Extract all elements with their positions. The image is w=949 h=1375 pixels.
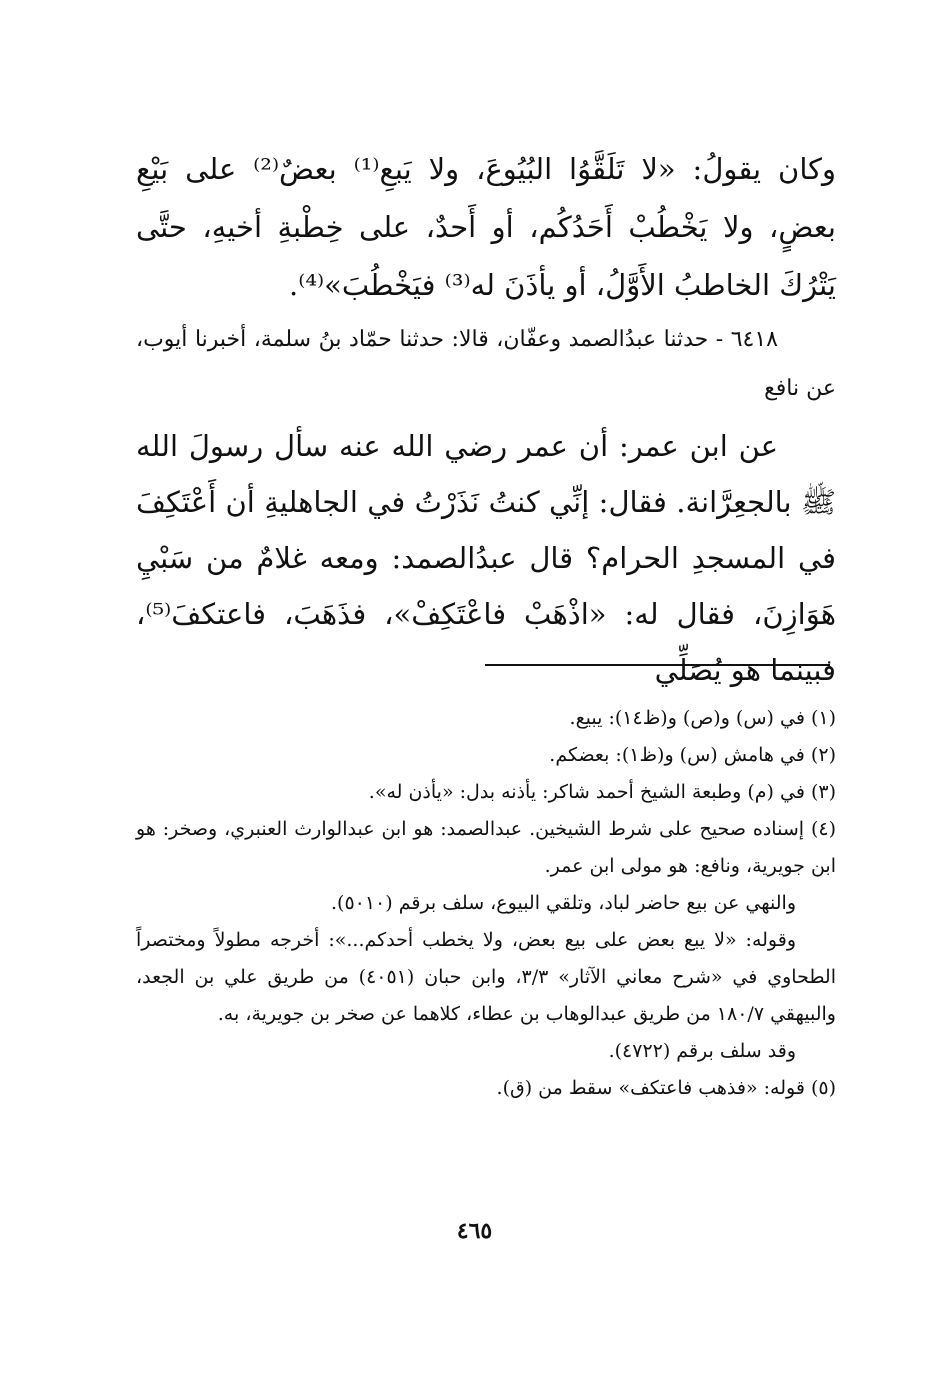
footnote-2: (٢) في هامش (س) و(ظ١): بعضكم. [549, 744, 836, 766]
footnote-4-continuation-3: وقد سلف برقم (٤٧٢٢). [608, 1040, 796, 1062]
footnote-3: (٣) في (م) وطبعة الشيخ أحمد شاكر: يأذنه بدل: «يأذن له». [368, 781, 836, 803]
footnote-4: (٤) إسناده صحيح على شرط الشيخين. عبدالصمد: هو ابن عبدالوارث العنبري، وصخر: هو ابن جويرية، ونافع: هو مولى ابن عمر. [136, 818, 836, 877]
hadith-body-paragraph: عن ابن عمر: أن عمر رضي الله عنه سأل رسولَ الله ﷺ بالجعِرَّانة. فقال: إنِّي كنتُ نَذَرْتُ في الجاهليةِ أن أَعْتَكِفَ في المسجدِ الحرام؟ قال عبدُالصمد: ومعه غلامٌ من سَبْيِ هَوَازِنَ، فقال له: «اذْهَبْ فاعْتَكِفْ»، فذَهَبَ، فاعتكفَ⁽⁵⁾، فبينما هو يُصَلِّي [136, 429, 836, 687]
page-number: ٤٦٥ [456, 1218, 493, 1244]
footnote-4-continuation-1: والنهي عن بيع حاضر لباد، وتلقي البيوع، سلف برقم (٥٠١٠). [330, 892, 796, 914]
footnotes-section [136, 700, 836, 1107]
footnote-1: (١) في (س) و(ص) و(ظ١٤): يبيع. [569, 707, 836, 729]
main-text-block [136, 140, 836, 314]
hadith-text-block [136, 418, 836, 698]
footnote-4-continuation-2: وقوله: «لا يبع بعض على بيع بعض، ولا يخطب أحدكم...»: أخرجه مطولاً ومختصراً الطحاوي في «شرح معاني الآثار» ٣/٣، وابن حبان (٤٠٥١) من طريق علي بن الجعد، والبيهقي ١٨٠/٧ من طريق عبدالوهاب بن عطاء، كلاهما عن صخر بن جويرية، به. [136, 929, 836, 1025]
footnote-separator [485, 664, 830, 666]
main-paragraph: وكان يقولُ: «لا تَلَقَّوُا البُيُوعَ، ولا يَبعِ⁽¹⁾ بعضٌ⁽²⁾ على بَيْعِ بعضٍ، ولا يَخْطُبْ أَحَدُكُم، أو أَحدٌ، على خِطْبةِ أخيهِ، حتَّى يَتْرُكَ الخاطبُ الأَوَّلُ، أو يأذَنَ له⁽³⁾ فيَخْطُبَ»⁽⁴⁾. [136, 152, 836, 302]
hadith-chain-header: ٦٤١٨ - حدثنا عبدُالصمد وعفّان، قالا: حدثنا حمّاد بنُ سلمة، أخبرنا أيوب، عن نافع [136, 327, 836, 401]
footnote-5: (٥) قوله: «فذهب فاعتكف» سقط من (ق). [496, 1077, 836, 1099]
